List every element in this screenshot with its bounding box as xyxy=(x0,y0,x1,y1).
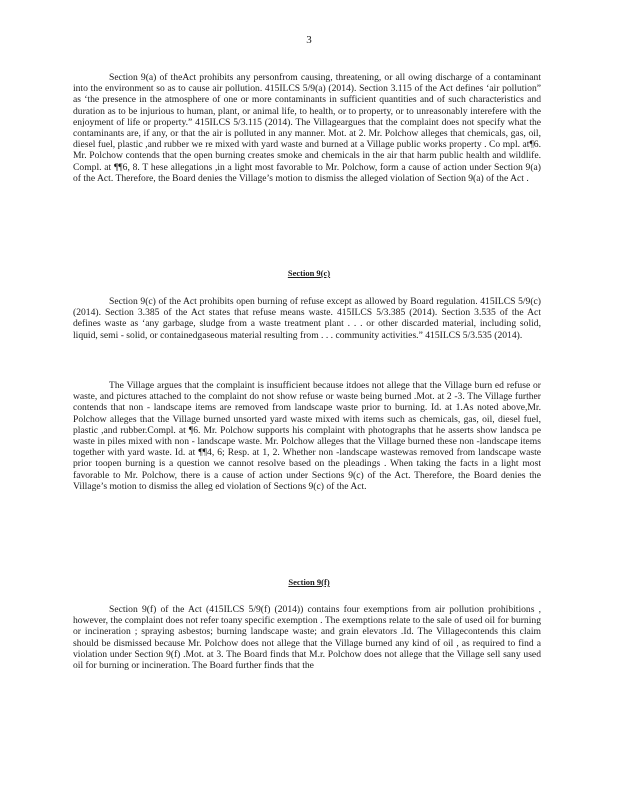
section-9f-heading-text: Section 9(f) xyxy=(288,577,330,587)
section-9c-paragraph-2 xyxy=(73,380,541,492)
section-9c-paragraph-1-text: Section 9(c) of the Act prohibits open burning of refuse except as allowed by Board regulation. 415ILCS 5/9(c) (2014). Section 3.385 of the Act states that refuse means waste. 415ILCS 5/3.385 (2014). Section 3.535 of the Act defines waste as ‘any garbage, sludge from a waste treatment plant . . . or other discarded material, including solid, liquid, semi - solid, or containedgaseous material resulting from . . . community activities.” 415ILCS 5/3.535 (2014). xyxy=(73,296,541,341)
section-9f-paragraph-text: Section 9(f) of the Act (415ILCS 5/9(f) (2014)) contains four exemptions from air pollution prohibitions , however, the complaint does not refer toany specific exemption . The exemptions relate to the sale of used oil for burning or incineration ; spraying asbestos; burning landscape waste; and grain elevators .Id. The Villagecontends this claim should be dismissed because Mr. Polchow does not allege that the Village burned any kind of oil , as required to find a violation under Section 9(f) .Mot. at 3. The Board finds that M.r. Polchow does not allege that the Village sell sany used oil for burning or incineration. The Board further finds that the xyxy=(73,604,541,672)
section-9a-paragraph-text: Section 9(a) of theAct prohibits any personfrom causing, threatening, or all owing discharge of a contaminant into the environment so as to cause air pollution. 415ILCS 5/9(a) (2014). Section 3.115 of the Act defines ‘air pollution” as ‘the presence in the atmosphere of one or more contaminants in sufficient quantities and of such characteristics and duration as to be injurious to human, plant, or animal life, to health, or to property, or to unreasonably interefere with the enjoyment of life or property.” 415ILCS 5/3.115 (2014). The Villageargues that the complaint does not specify what the contaminants are, if any, or that the air is polluted in any manner. Mot. at 2. Mr. Polchow alleges that chemicals, gas, oil, diesel fuel, plastic ,and rubber we re mixed with yard waste and burned at a Village public works property . Co mpl. at¶6. Mr. Polchow contends that the open burning creates smoke and chemicals in the air that harm public health and wildlife. Compl. at ¶¶6, 8. T hese allegations ,in a light most favorable to Mr. Polchow, form a cause of action under Section 9(a) of the Act. Therefore, the Board denies the Village’s motion to dismiss the alleged violation of Section 9(a) of the Act . xyxy=(73,72,541,184)
section-9f-paragraph xyxy=(73,604,541,671)
section-9a-paragraph xyxy=(73,72,541,184)
section-9c-paragraph-1 xyxy=(73,296,541,341)
section-9c-heading xyxy=(0,268,618,278)
section-9c-heading-text: Section 9(c) xyxy=(287,268,331,278)
section-9f-heading xyxy=(0,577,618,587)
section-9c-paragraph-2-text: The Village argues that the complaint is insufficient because itdoes not allege that the Village burn ed refuse or waste, and pictures attached to the complaint do not show refuse or waste being burned .Mot. at 2 -3. The Village further contends that non - landscape items are removed from landscape waste prior to burning. Id. at 1.As noted above,Mr. Polchow alleges that the Village burned unsorted yard waste mixed with items such as chemicals, gas, oil, diesel fuel, plastic ,and rubber.Compl. at ¶6. Mr. Polchow supports his complaint with photographs that he asserts show landsca pe waste in piles mixed with non - landscape waste. Mr. Polchow alleges that the Village burned these non -landscape items together with yard waste. Id. at ¶¶4, 6; Resp. at 1, 2. Whether non -landscape wastewas removed from landscape waste prior toopen burning is a question we cannot resolve based on the pleadings . When taking the facts in a light most favorable to Mr. Polchow, there is a cause of action under Sections 9(c) of the Act. Therefore, the Board denies the Village’s motion to dismiss the alleg ed violation of Sections 9(c) of the Act. xyxy=(73,380,541,492)
page-number: 3 xyxy=(306,34,312,46)
